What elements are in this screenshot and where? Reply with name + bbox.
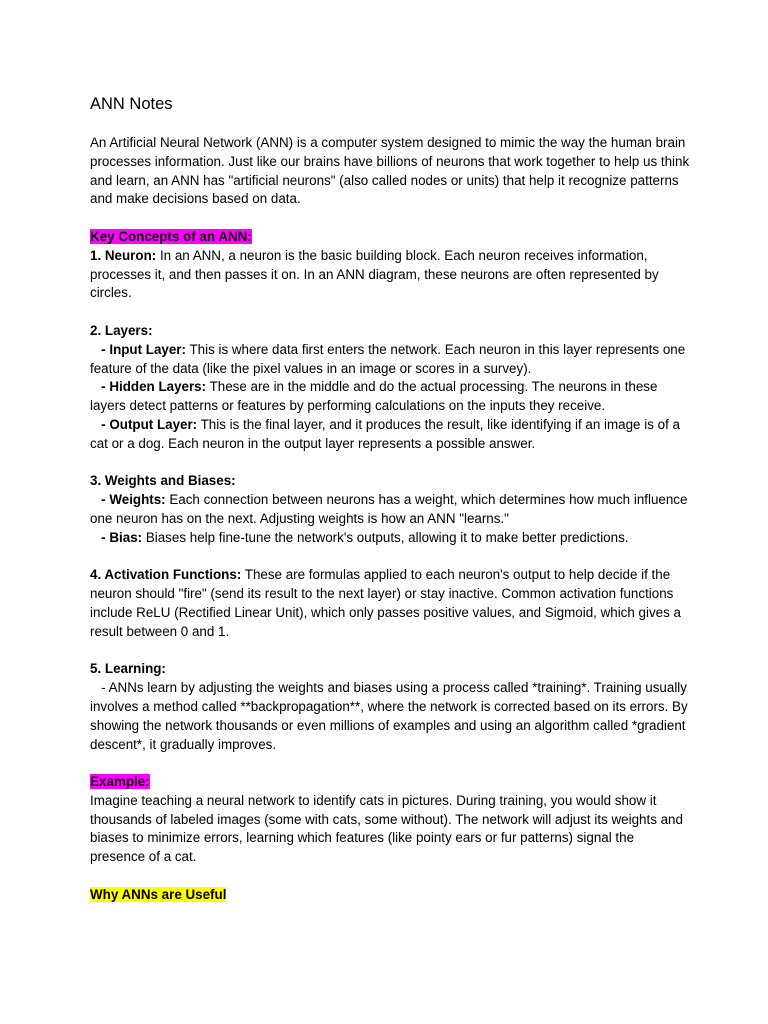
hidden-layers-paragraph — [90, 378, 690, 416]
bias-label: - Bias: — [101, 529, 143, 545]
spacer — [90, 642, 690, 661]
weights-biases-label: 3. Weights and Biases: — [90, 473, 236, 489]
document-page — [90, 94, 690, 905]
weights-label: - Weights: — [101, 492, 166, 508]
weights-paragraph — [90, 491, 690, 529]
example-paragraph: Imagine teaching a neural network to identify cats in pictures. During training, you would show it thousands of labeled images (some with cats, some without). The network will adjust its weights and biases to minimize errors, learning which features (like pointy ears or fur patterns) signal the presence of a cat. — [90, 792, 683, 865]
hidden-layers-label: - Hidden Layers: — [101, 379, 207, 395]
spacer — [90, 454, 690, 473]
layers-heading-line — [90, 322, 690, 341]
learning-paragraph — [90, 679, 690, 754]
why-heading-line — [90, 886, 690, 905]
layers-label: 2. Layers: — [90, 322, 153, 338]
indent — [90, 680, 101, 695]
neuron-text: In an ANN, a neuron is the basic building block. Each neuron receives information, processes it, and then passes it on. In an ANN diagram, these neurons are often represented by circles. — [90, 247, 659, 301]
example-heading-line — [90, 773, 690, 792]
weights-text: Each connection between neurons has a weight, which determines how much influence one neuron has on the next. Adjusting weights is how an ANN "learns." — [90, 492, 688, 526]
neuron-paragraph — [90, 247, 690, 303]
learning-label: 5. Learning: — [90, 661, 166, 677]
hidden-layers-text: These are in the middle and do the actual processing. The neurons in these layers detect patterns or features by performing calculations on the inputs they receive. — [90, 379, 658, 414]
spacer — [90, 209, 690, 228]
spacer — [90, 867, 690, 886]
activation-label: 4. Activation Functions: — [90, 567, 242, 583]
output-layer-text: This is the final layer, and it produces the result, like identifying if an image is of a cat or a dog. Each neuron in the output layer represents a possible answer. — [90, 416, 680, 451]
input-layer-label: - Input Layer: — [101, 341, 186, 357]
learning-heading-line — [90, 660, 690, 679]
neuron-label: 1. Neuron: — [90, 247, 157, 263]
example-heading: Example: — [90, 774, 150, 790]
output-layer-paragraph — [90, 416, 690, 454]
learning-text: - ANNs learn by adjusting the weights and biases using a process called *training*. Training usually involves a method called **backpropagation**, where the network is corrected based on its errors. By showing the network thousands or even millions of examples and using an algorithm called *gradient descent*, it gradually improves. — [90, 680, 688, 752]
indent — [90, 492, 101, 507]
indent — [90, 530, 101, 545]
spacer — [90, 754, 690, 773]
bias-text: Biases help fine-tune the network's outputs, allowing it to make better predictions. — [142, 529, 629, 545]
indent — [90, 379, 101, 394]
key-concepts-heading: Key Concepts of an ANN: — [90, 228, 252, 244]
page-title: ANN Notes — [90, 95, 173, 113]
spacer — [90, 548, 690, 567]
weights-heading-line — [90, 472, 690, 491]
indent — [90, 417, 101, 432]
bias-paragraph — [90, 529, 690, 548]
input-layer-text: This is where data first enters the network. Each neuron in this layer represents one feature of the data (like the pixel values in an image or scores in a survey). — [90, 341, 686, 376]
spacer — [90, 303, 690, 322]
input-layer-paragraph — [90, 341, 690, 379]
activation-paragraph — [90, 566, 690, 641]
activation-text: These are formulas applied to each neuron's output to help decide if the neuron should "fire" (send its result to the next layer) or stay inactive. Common activation functions include ReLU (Rectified Linear Unit), which only passes positive values, and Sigmoid, which gives a result between 0 and 1. — [90, 567, 681, 639]
output-layer-label: - Output Layer: — [101, 416, 198, 432]
key-concepts-section — [90, 228, 690, 247]
indent — [90, 342, 101, 357]
intro-paragraph: An Artificial Neural Network (ANN) is a computer system designed to mimic the way the human brain processes information. Just like our brains have billions of neurons that work together to help us think and learn, an ANN has "artificial neurons" (also called nodes or units) that help it recognize patterns and make decisions based on data. — [90, 135, 690, 207]
why-anns-useful-heading: Why ANNs are Useful — [90, 886, 227, 902]
